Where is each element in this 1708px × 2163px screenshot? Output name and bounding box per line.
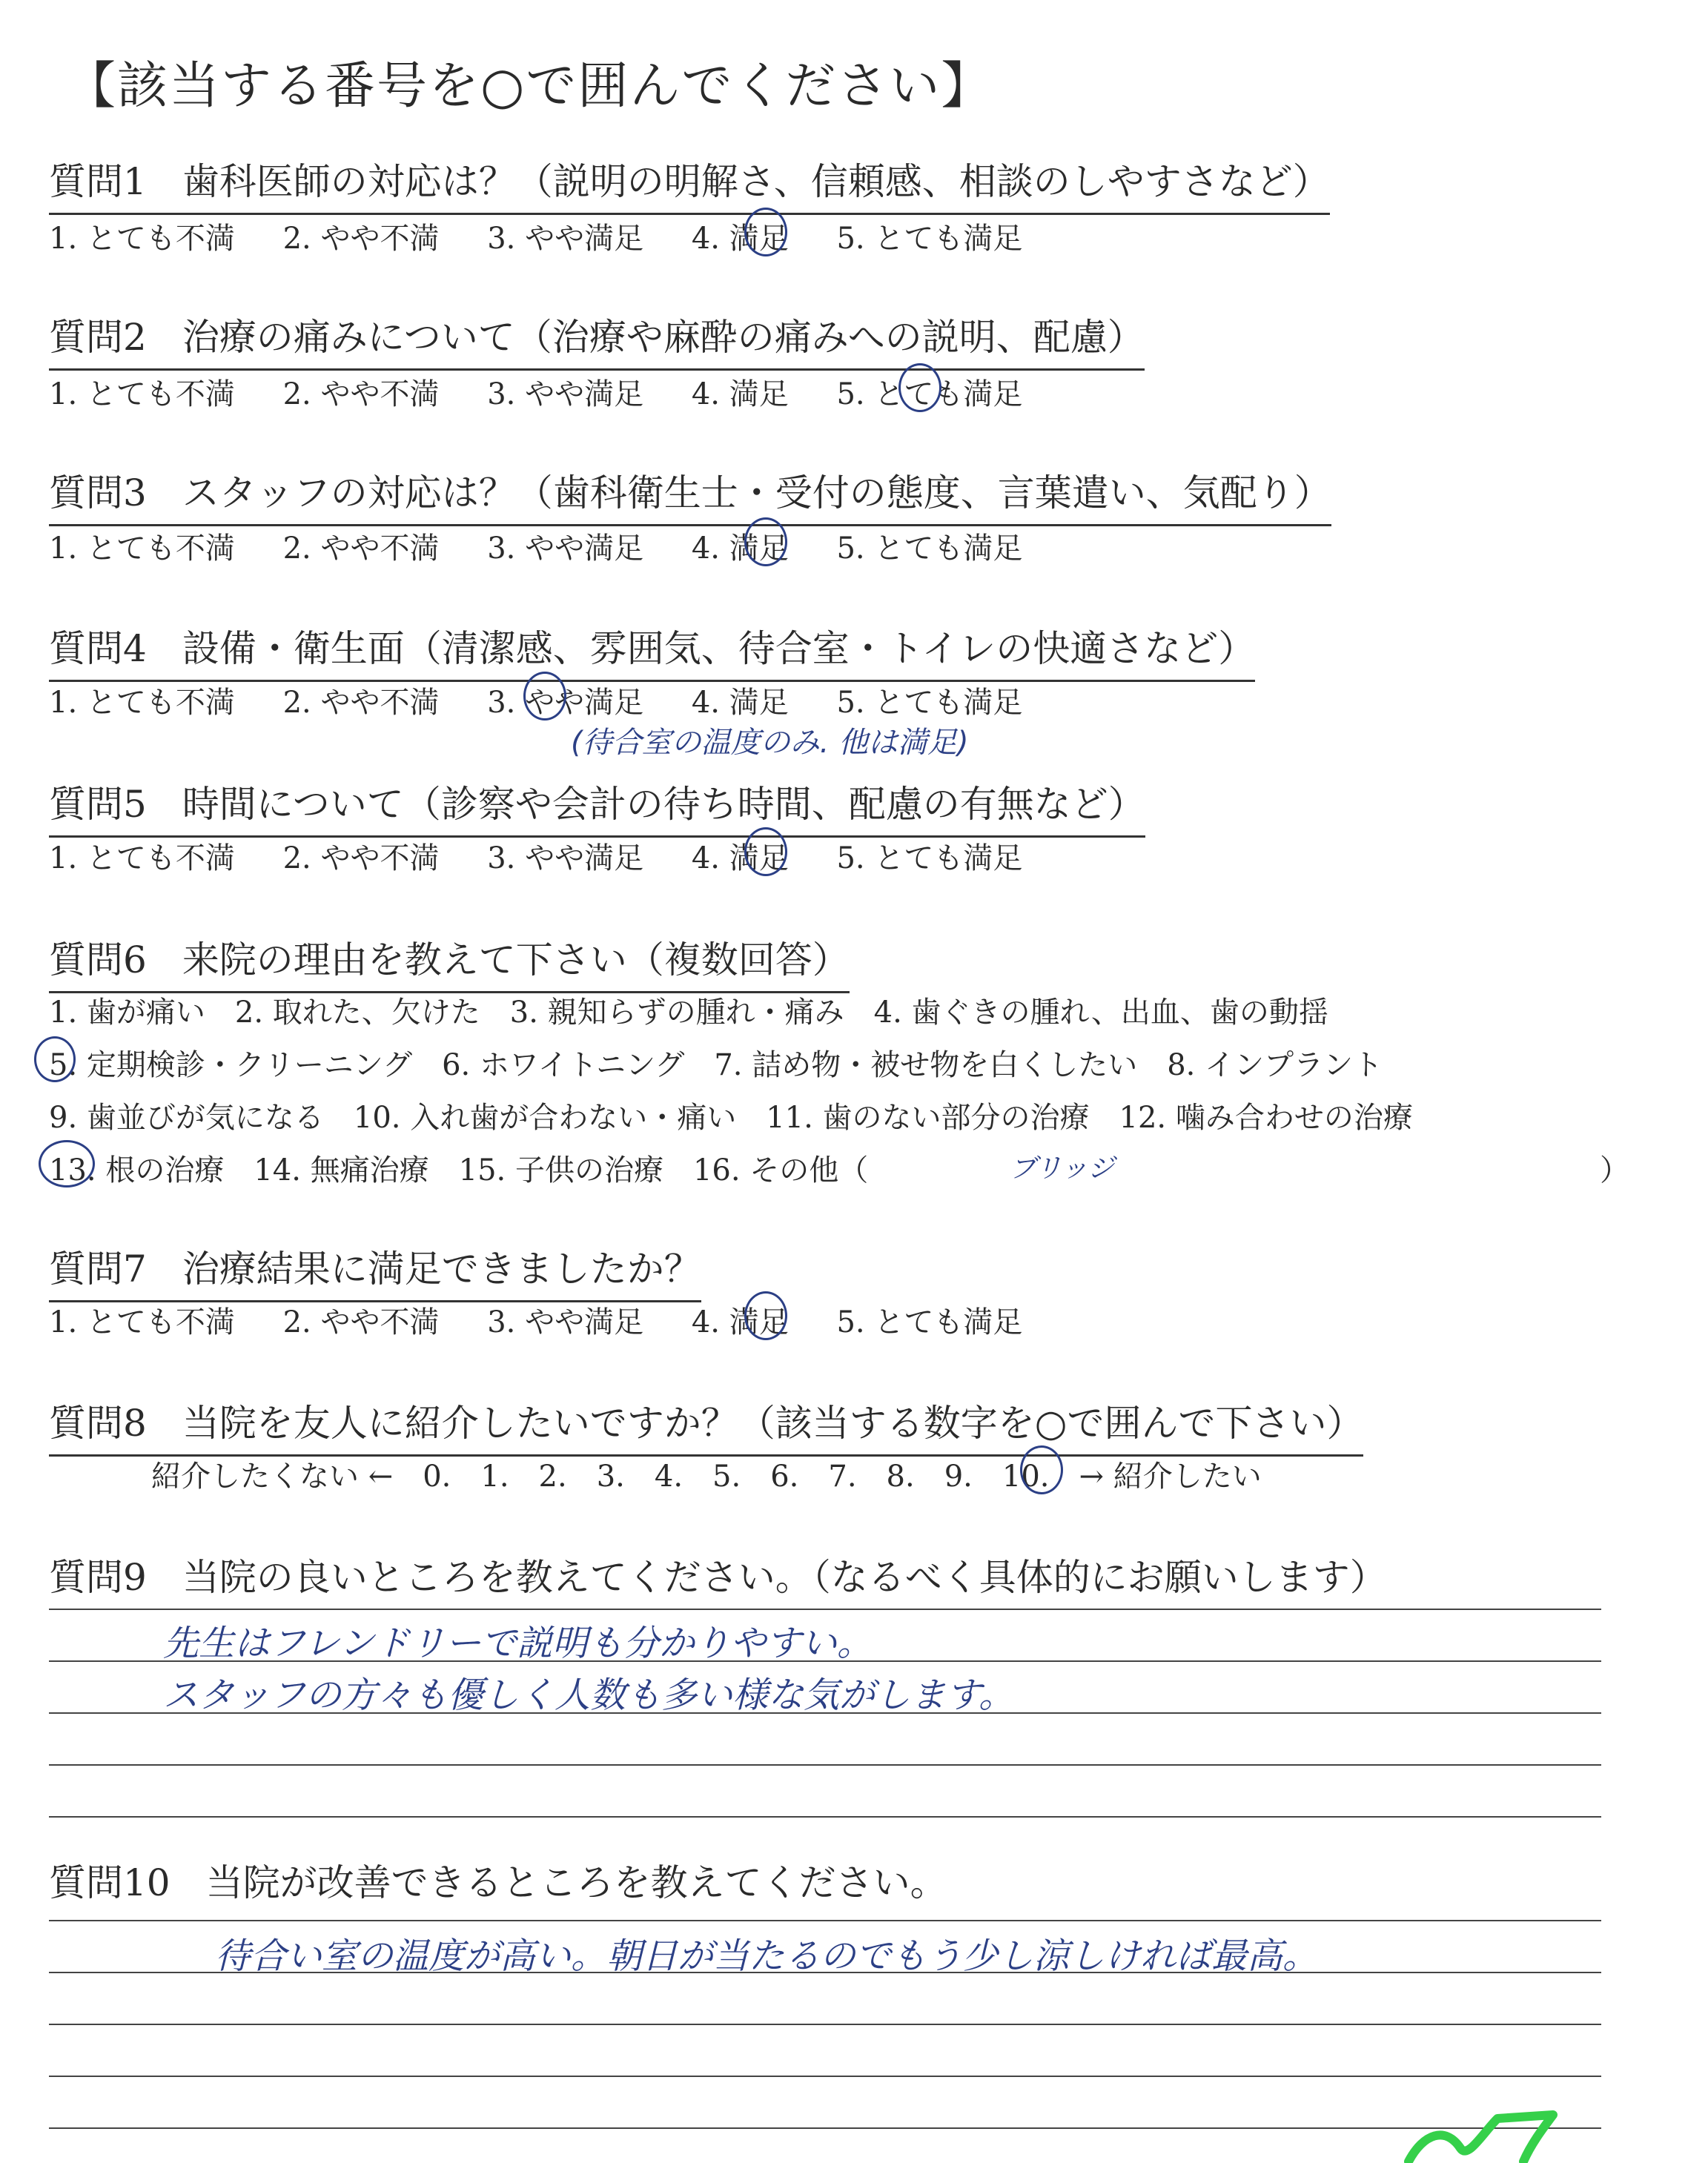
question-2-label: 質問2 [49,316,147,359]
handwritten-answer-q9-line2: スタッフの方々も優しく人数も多い様な気がします。 [163,1675,1015,1716]
question-7-options [49,1299,1061,1341]
option-1[interactable]: 1. とても不満 [49,222,235,256]
question-10-label: 質問10 [49,1861,171,1904]
option-2[interactable]: 2. やや不満 [282,377,440,411]
answer-circle-q6-5 [34,1036,76,1082]
option-1[interactable]: 1. とても不満 [49,686,235,720]
option-4[interactable]: 4. 満足 [691,377,789,411]
question-6-label: 質問6 [49,938,147,981]
question-4-label: 質問4 [49,627,147,670]
option-2[interactable]: 2. やや不満 [282,841,440,875]
question-3 [49,463,1331,526]
question-6-options-row-3[interactable]: 9. 歯並びが気になる 10. 入れ歯が合わない・痛い 11. 歯のない部分の治療 12. 噛み合わせの治療 [49,1101,1413,1135]
answer-circle-q8 [1020,1445,1063,1494]
answer-circle-q3 [744,517,787,566]
option-2[interactable]: 2. やや不満 [282,686,440,720]
question-5 [49,775,1145,838]
answer-circle-q7 [744,1291,787,1340]
answer-line [49,2024,1601,2025]
question-1-options [49,215,1061,257]
question-6-options-row-1[interactable]: 1. 歯が痛い 2. 取れた、欠けた 3. 親知らずの腫れ・痛み 4. 歯ぐきの腫れ、出血、歯の動揺 [49,996,1328,1030]
question-8 [49,1394,1363,1457]
option-2[interactable]: 2. やや不満 [282,531,440,566]
option-2[interactable]: 2. やや不満 [282,222,440,256]
question-7-text: 治療結果に満足できましたか？ [182,1248,701,1291]
option-1[interactable]: 1. とても不満 [49,377,235,411]
question-9-label: 質問9 [49,1556,147,1599]
question-1-label: 質問1 [49,160,147,203]
question-2-text: 治療の痛みについて（治療や麻酔の痛みへの説明、配慮） [182,316,1145,359]
option-3[interactable]: 3. やや満足 [487,531,644,566]
answer-circle-q5 [744,827,787,876]
question-5-text: 時間について（診察や会計の待ち時間、配慮の有無など） [182,783,1145,826]
option-3[interactable]: 3. やや満足 [487,222,644,256]
answer-line [49,1764,1601,1766]
question-2 [49,308,1145,371]
option-4[interactable]: 4. 満足 [691,222,789,256]
question-5-label: 質問5 [49,783,147,826]
question-8-scale[interactable]: 紹介したくない ← 0. 1. 2. 3. 4. 5. 6. 7. 8. 9. 10. → 紹介したい [151,1460,1262,1494]
question-8-label: 質問8 [49,1402,147,1445]
other-close-paren: ） [1600,1153,1629,1188]
question-9 [49,1548,1387,1609]
option-5[interactable]: 5. とても満足 [836,531,1023,566]
question-1-text: 歯科医師の対応は？（説明の明解さ、信頼感、相談のしやすさなど） [182,160,1330,203]
question-6-options-row-4[interactable]: 13. 根の治療 14. 無痛治療 15. 子供の治療 16. その他（ [49,1153,869,1188]
option-1[interactable]: 1. とても不満 [49,841,235,875]
question-7 [49,1239,701,1302]
answer-circle-q2 [898,363,941,412]
question-6 [49,930,850,993]
option-1[interactable]: 1. とても不満 [49,1305,235,1339]
option-5[interactable]: 5. とても満足 [836,222,1023,256]
answer-line [49,2076,1601,2077]
question-10 [49,1853,947,1914]
question-6-text: 来院の理由を教えて下さい（複数回答） [182,938,850,981]
option-3[interactable]: 3. やや満足 [487,686,644,720]
form-title: 【該当する番号を○で囲んでください】 [65,57,993,116]
handwritten-answer-q10-line1: 待合い室の温度が高い。朝日が当たるのでもう少し涼しければ最高。 [215,1935,1319,1977]
question-3-text: スタッフの対応は？（歯科衛生士・受付の態度、言葉遣い、気配り） [182,471,1331,514]
question-6-options-row-2[interactable]: 5. 定期検診・クリーニング 6. ホワイトニング 7. 詰め物・被せ物を白くしたい 8. インプラント [49,1048,1383,1082]
handwritten-other-answer: ブリッジ [1010,1153,1115,1184]
option-5[interactable]: 5. とても満足 [836,1305,1023,1339]
question-7-label: 質問7 [49,1248,147,1291]
option-2[interactable]: 2. やや不満 [282,1305,440,1339]
question-4 [49,619,1255,682]
option-4[interactable]: 4. 満足 [691,686,789,720]
answer-circle-q6-13 [39,1140,95,1188]
green-marker-scribble [1394,2104,1564,2163]
question-5-options [49,835,1061,877]
option-3[interactable]: 3. やや満足 [487,1305,644,1339]
answer-line [49,1816,1601,1818]
option-3[interactable]: 3. やや満足 [487,841,644,875]
option-1[interactable]: 1. とても不満 [49,531,235,566]
question-1 [49,152,1330,215]
question-9-text: 当院の良いところを教えてください。（なるべく具体的にお願いします） [182,1556,1387,1599]
answer-circle-q4 [523,672,566,721]
question-3-options [49,525,1061,567]
option-5[interactable]: 5. とても満足 [836,377,1023,411]
question-4-text: 設備・衛生面（清潔感、雰囲気、待合室・トイレの快適さなど） [182,627,1256,670]
answer-circle-q1 [744,208,787,256]
question-8-text: 当院を友人に紹介したいですか？（該当する数字を○で囲んで下さい） [182,1402,1364,1445]
answer-line [49,1920,1601,1921]
answer-line [49,1609,1601,1610]
handwritten-answer-q9-line1: 先生はフレンドリーで説明も分かりやすい。 [163,1623,873,1664]
option-4[interactable]: 4. 満足 [691,1305,789,1339]
option-5[interactable]: 5. とても満足 [836,686,1023,720]
question-3-label: 質問3 [49,471,147,514]
option-3[interactable]: 3. やや満足 [487,377,644,411]
handwritten-note-q4: (待合室の温度のみ. 他は満足) [571,726,969,760]
answer-line [49,2127,1601,2129]
question-10-text: 当院が改善できるところを教えてください。 [205,1861,947,1904]
option-5[interactable]: 5. とても満足 [836,841,1023,875]
option-4[interactable]: 4. 満足 [691,531,789,566]
option-4[interactable]: 4. 満足 [691,841,789,875]
